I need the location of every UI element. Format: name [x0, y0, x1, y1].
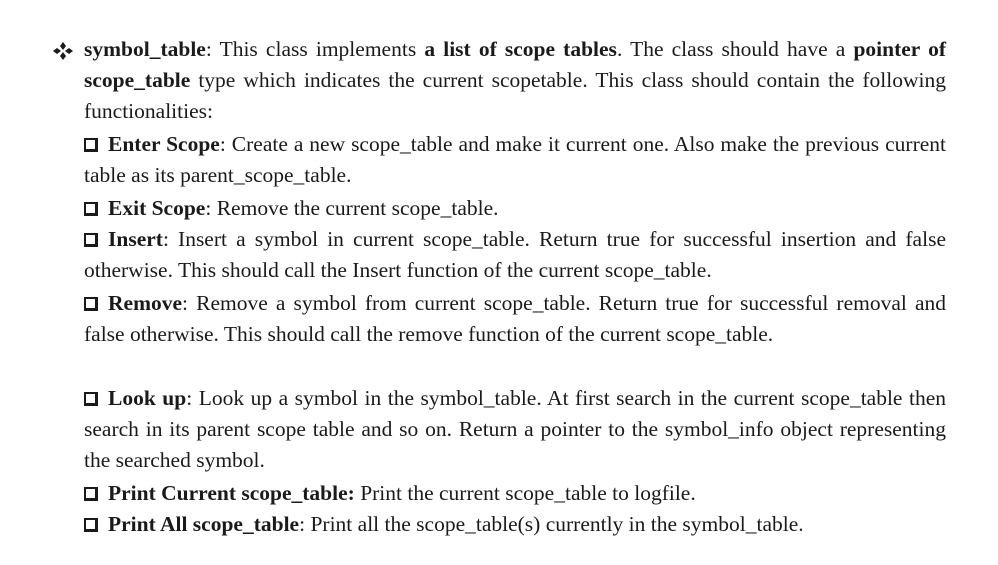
checkbox-bullet-icon — [84, 518, 98, 532]
checkbox-bullet-icon — [84, 487, 98, 501]
list-item-exit-scope: Exit Scope: Remove the current scope_table. — [84, 193, 946, 224]
class-name: symbol_table — [84, 37, 206, 61]
checkbox-bullet-icon — [84, 233, 98, 247]
intro-paragraph: symbol_table: This class implements a list of scope tables. The class should have a pointer of scope_table type which indicates the current scopetable. This class should contain the following functionalities: — [84, 37, 946, 123]
checkbox-bullet-icon — [84, 297, 98, 311]
checkbox-bullet-icon — [84, 202, 98, 216]
list-item-print-current: Print Current scope_table: Print the current scope_table to logfile. — [84, 478, 946, 509]
checkbox-bullet-icon — [84, 392, 98, 406]
list-item-remove: Remove: Remove a symbol from current scope_table. Return true for successful removal and false otherwise. This should call the remove function of the current scope_table. — [84, 291, 946, 346]
list-item-enter-scope: Enter Scope: Create a new scope_table and make it current one. Also make the previous current table as its parent_scope_table. — [84, 132, 946, 187]
list-item-print-all: Print All scope_table: Print all the scope_table(s) currently in the symbol_table. — [84, 509, 946, 540]
list-item-look-up: Look up: Look up a symbol in the symbol_table. At first search in the current scope_table then search in its parent scope table and so on. Return a pointer to the symbol_info object representing the searched symbol. — [84, 386, 946, 472]
checkbox-bullet-icon — [84, 138, 98, 152]
list-item-insert: Insert: Insert a symbol in current scope_table. Return true for successful insertion and false otherwise. This should call the Insert function of the current scope_table. — [84, 227, 946, 282]
diamond-bullet-icon — [52, 41, 74, 61]
